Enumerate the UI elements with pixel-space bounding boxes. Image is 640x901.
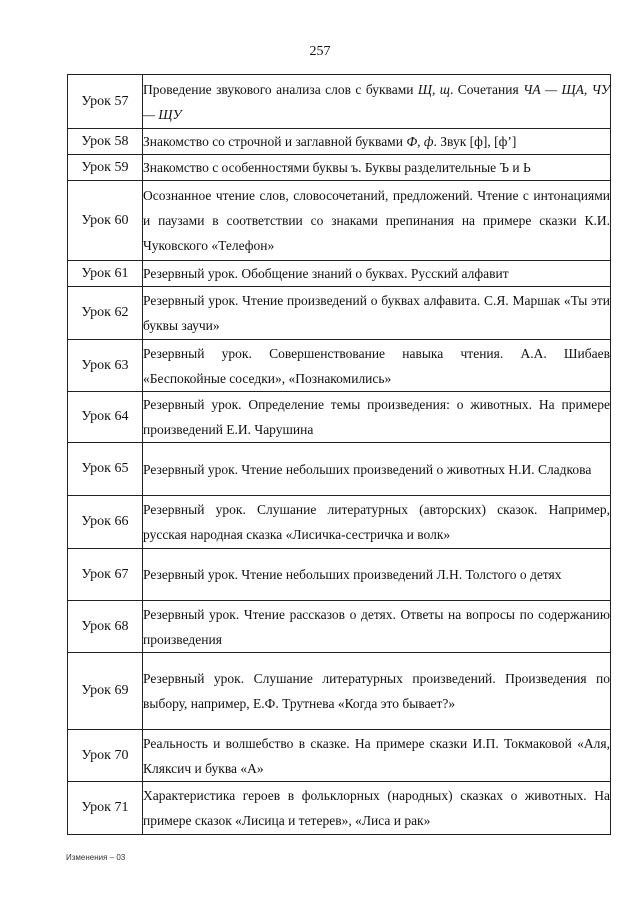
lesson-description bbox=[143, 730, 611, 782]
table-row bbox=[68, 181, 611, 261]
table-row bbox=[68, 75, 611, 129]
lesson-number: Урок 62 bbox=[68, 287, 143, 340]
lesson-number: Урок 70 bbox=[68, 730, 143, 782]
table-row bbox=[68, 261, 611, 287]
table-row bbox=[68, 601, 611, 653]
table-row bbox=[68, 549, 611, 601]
table-row bbox=[68, 129, 611, 155]
lesson-number: Урок 57 bbox=[68, 75, 143, 129]
lesson-number: Урок 61 bbox=[68, 261, 143, 287]
lesson-text: Резервный урок. Слушание литературных произведений. Произведения по выбору, например, Е.Ф. Трутнева «Когда это бывает?» bbox=[143, 671, 610, 711]
lesson-description bbox=[143, 340, 611, 392]
lesson-description bbox=[143, 443, 611, 496]
lesson-number: Урок 63 bbox=[68, 340, 143, 392]
lesson-number: Урок 66 bbox=[68, 496, 143, 549]
lesson-text: Характеристика героев в фольклорных (народных) сказках о животных. На примере сказок «Лисица и тетерев», «Лиса и рак» bbox=[143, 788, 610, 828]
lesson-text: Знакомство со строчной и заглавной буквами Ф, ф. Звук [ф], [ф’] bbox=[143, 134, 517, 149]
lesson-text: Резервный урок. Чтение небольших произведений Л.Н. Толстого о детях bbox=[143, 567, 562, 582]
table-row bbox=[68, 443, 611, 496]
lesson-text: Резервный урок. Чтение рассказов о детях. Ответы на вопросы по содержанию произведения bbox=[143, 606, 610, 647]
lesson-text: Осознанное чтение слов, словосочетаний, предложений. Чтение с интонациями и паузами в соответствии со знаками препинания на примере сказки К.И. Чуковского «Телефон» bbox=[143, 188, 610, 253]
lesson-number: Урок 67 bbox=[68, 549, 143, 601]
lesson-text: Резервный урок. Определение темы произведения: о животных. На примере произведений Е.И. Чарушина bbox=[143, 397, 610, 437]
footer-revision-note: Изменения – 03 bbox=[66, 853, 126, 862]
lesson-description bbox=[143, 75, 611, 129]
table-row bbox=[68, 340, 611, 392]
table-row bbox=[68, 653, 611, 730]
lesson-description bbox=[143, 261, 611, 287]
lesson-description bbox=[143, 782, 611, 835]
table-row bbox=[68, 496, 611, 549]
lesson-text: Резервный урок. Чтение произведений о буквах алфавита. С.Я. Маршак «Ты эти буквы заучи» bbox=[143, 293, 610, 333]
table-row bbox=[68, 155, 611, 181]
page-number: 257 bbox=[309, 44, 331, 59]
lesson-number: Урок 58 bbox=[68, 129, 143, 155]
lesson-description bbox=[143, 496, 611, 549]
lesson-number: Урок 65 bbox=[68, 443, 143, 496]
lesson-text: Проведение звукового анализа слов с буквами Щ, щ. Сочетания ЧА — ЩА, ЧУ — ЩУ bbox=[143, 81, 611, 122]
lesson-text: Резервный урок. Совершенствование навыка чтения. А.А. Шибаев «Беспокойные соседки», «Познакомились» bbox=[143, 345, 610, 386]
lesson-number: Урок 69 bbox=[68, 653, 143, 730]
lesson-number: Урок 64 bbox=[68, 392, 143, 443]
lesson-description bbox=[143, 549, 611, 601]
lesson-number: Урок 60 bbox=[68, 181, 143, 261]
lesson-text: Резервный урок. Обобщение знаний о буквах. Русский алфавит bbox=[143, 266, 509, 281]
lesson-table bbox=[67, 74, 611, 835]
lesson-text: Реальность и волшебство в сказке. На примере сказки И.П. Токмаковой «Аля, Кляксич и буква «А» bbox=[143, 735, 610, 776]
lesson-number: Урок 71 bbox=[68, 782, 143, 835]
lesson-description bbox=[143, 392, 611, 443]
lesson-description bbox=[143, 129, 611, 155]
lesson-description bbox=[143, 181, 611, 261]
lesson-text: Резервный урок. Чтение небольших произведений о животных Н.И. Сладкова bbox=[143, 461, 592, 477]
lesson-number: Урок 59 bbox=[68, 155, 143, 181]
table-row bbox=[68, 730, 611, 782]
lesson-description bbox=[143, 653, 611, 730]
lesson-text: Резервный урок. Слушание литературных (авторских) сказок. Например, русская народная сказка «Лисичка-сестричка и волк» bbox=[143, 502, 610, 542]
table-row bbox=[68, 392, 611, 443]
lesson-text: Знакомство с особенностями буквы ъ. Буквы разделительные Ъ и Ь bbox=[143, 160, 531, 175]
lesson-description bbox=[143, 601, 611, 653]
lesson-description bbox=[143, 287, 611, 340]
table-row bbox=[68, 287, 611, 340]
lesson-number: Урок 68 bbox=[68, 601, 143, 653]
lesson-description bbox=[143, 155, 611, 181]
table-row bbox=[68, 782, 611, 835]
